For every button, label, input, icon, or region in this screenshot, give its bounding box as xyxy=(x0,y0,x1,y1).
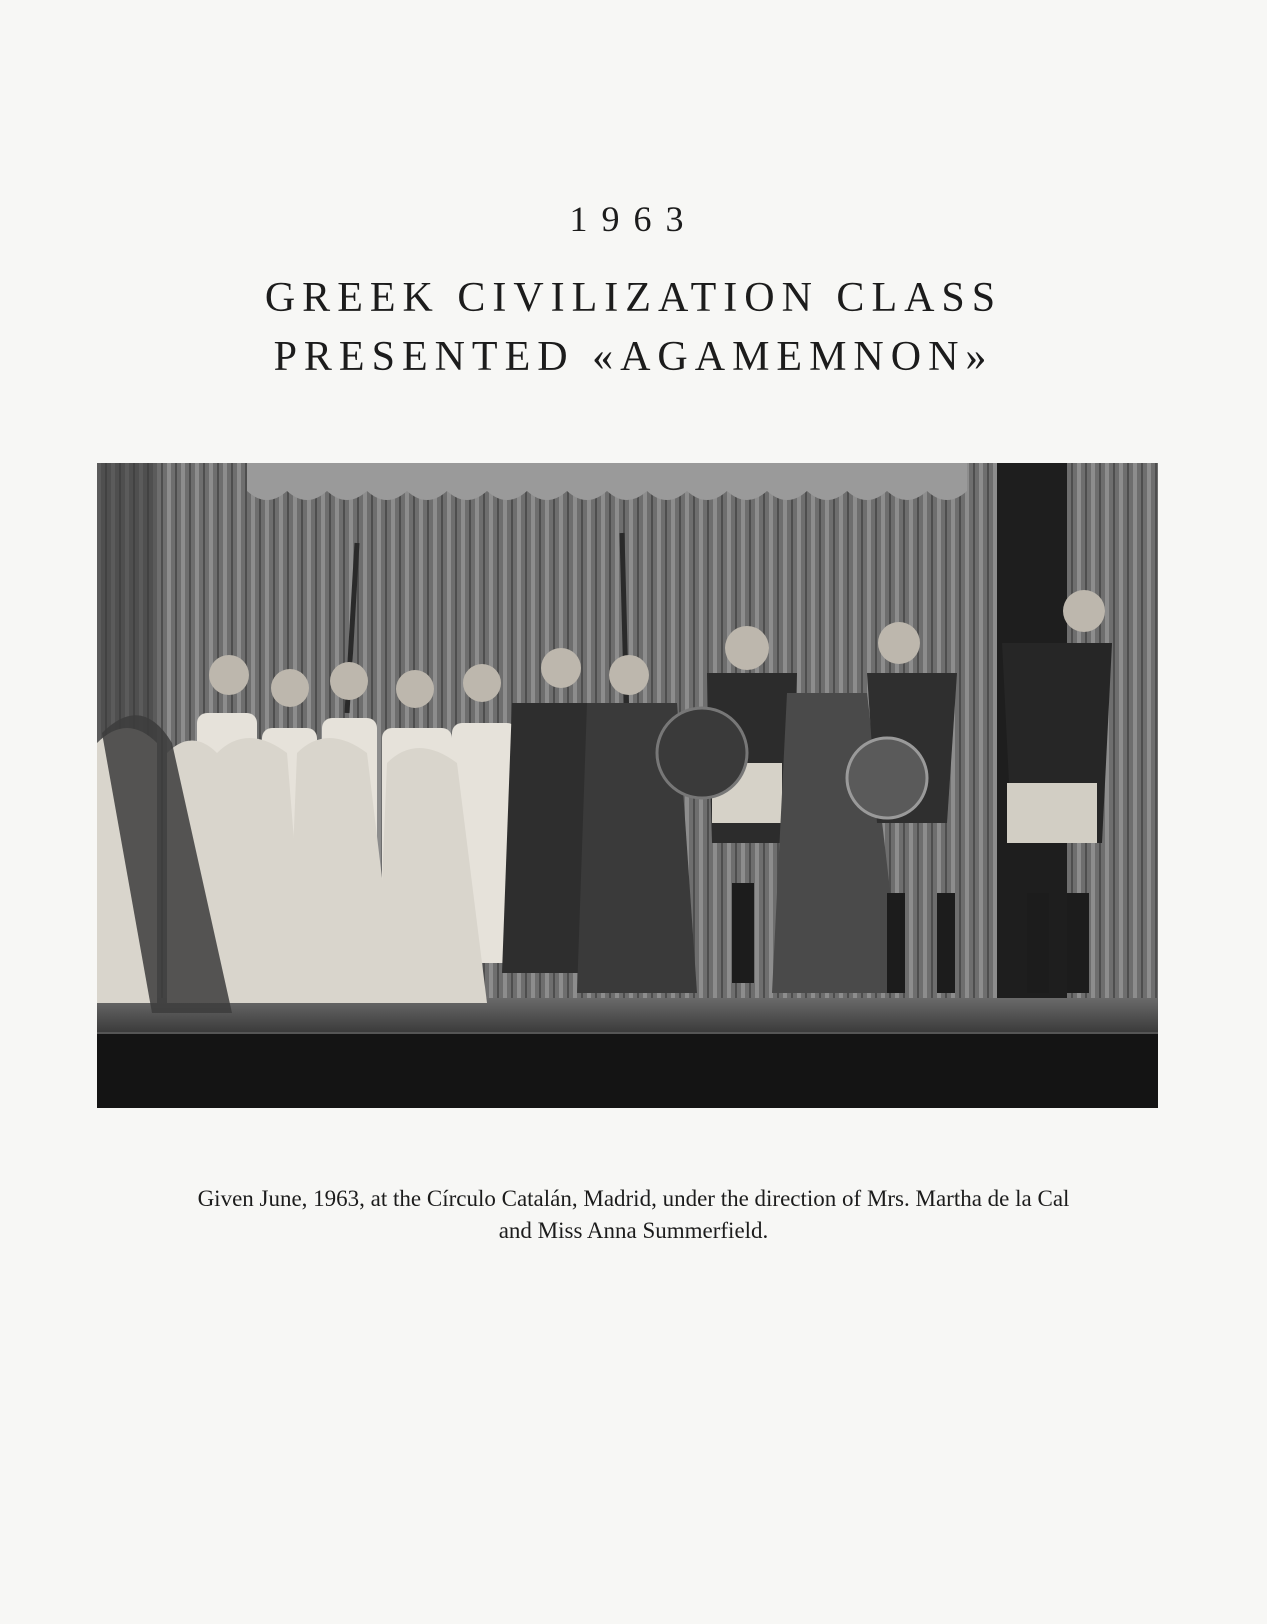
page-title-line-2: PRESENTED «AGAMEMNON» xyxy=(273,334,994,380)
stage-floor xyxy=(97,998,1158,1033)
photo-caption xyxy=(70,1183,1197,1247)
stage-apron xyxy=(97,1033,1158,1108)
round-shield-right xyxy=(847,738,927,818)
round-shield-left xyxy=(657,708,747,798)
caption-line-2: and Miss Anna Summerfield. xyxy=(498,1218,769,1243)
caption-line-1: Given June, 1963, at the Círculo Catalán, Madrid, under the direction of Mrs. Martha de la Cal xyxy=(197,1186,1070,1211)
page-title-line-1: GREEK CIVILIZATION CLASS xyxy=(264,275,1003,321)
stage-valance xyxy=(227,463,967,500)
page-year: 1963 xyxy=(569,199,698,239)
stage-photograph xyxy=(97,463,1158,1108)
